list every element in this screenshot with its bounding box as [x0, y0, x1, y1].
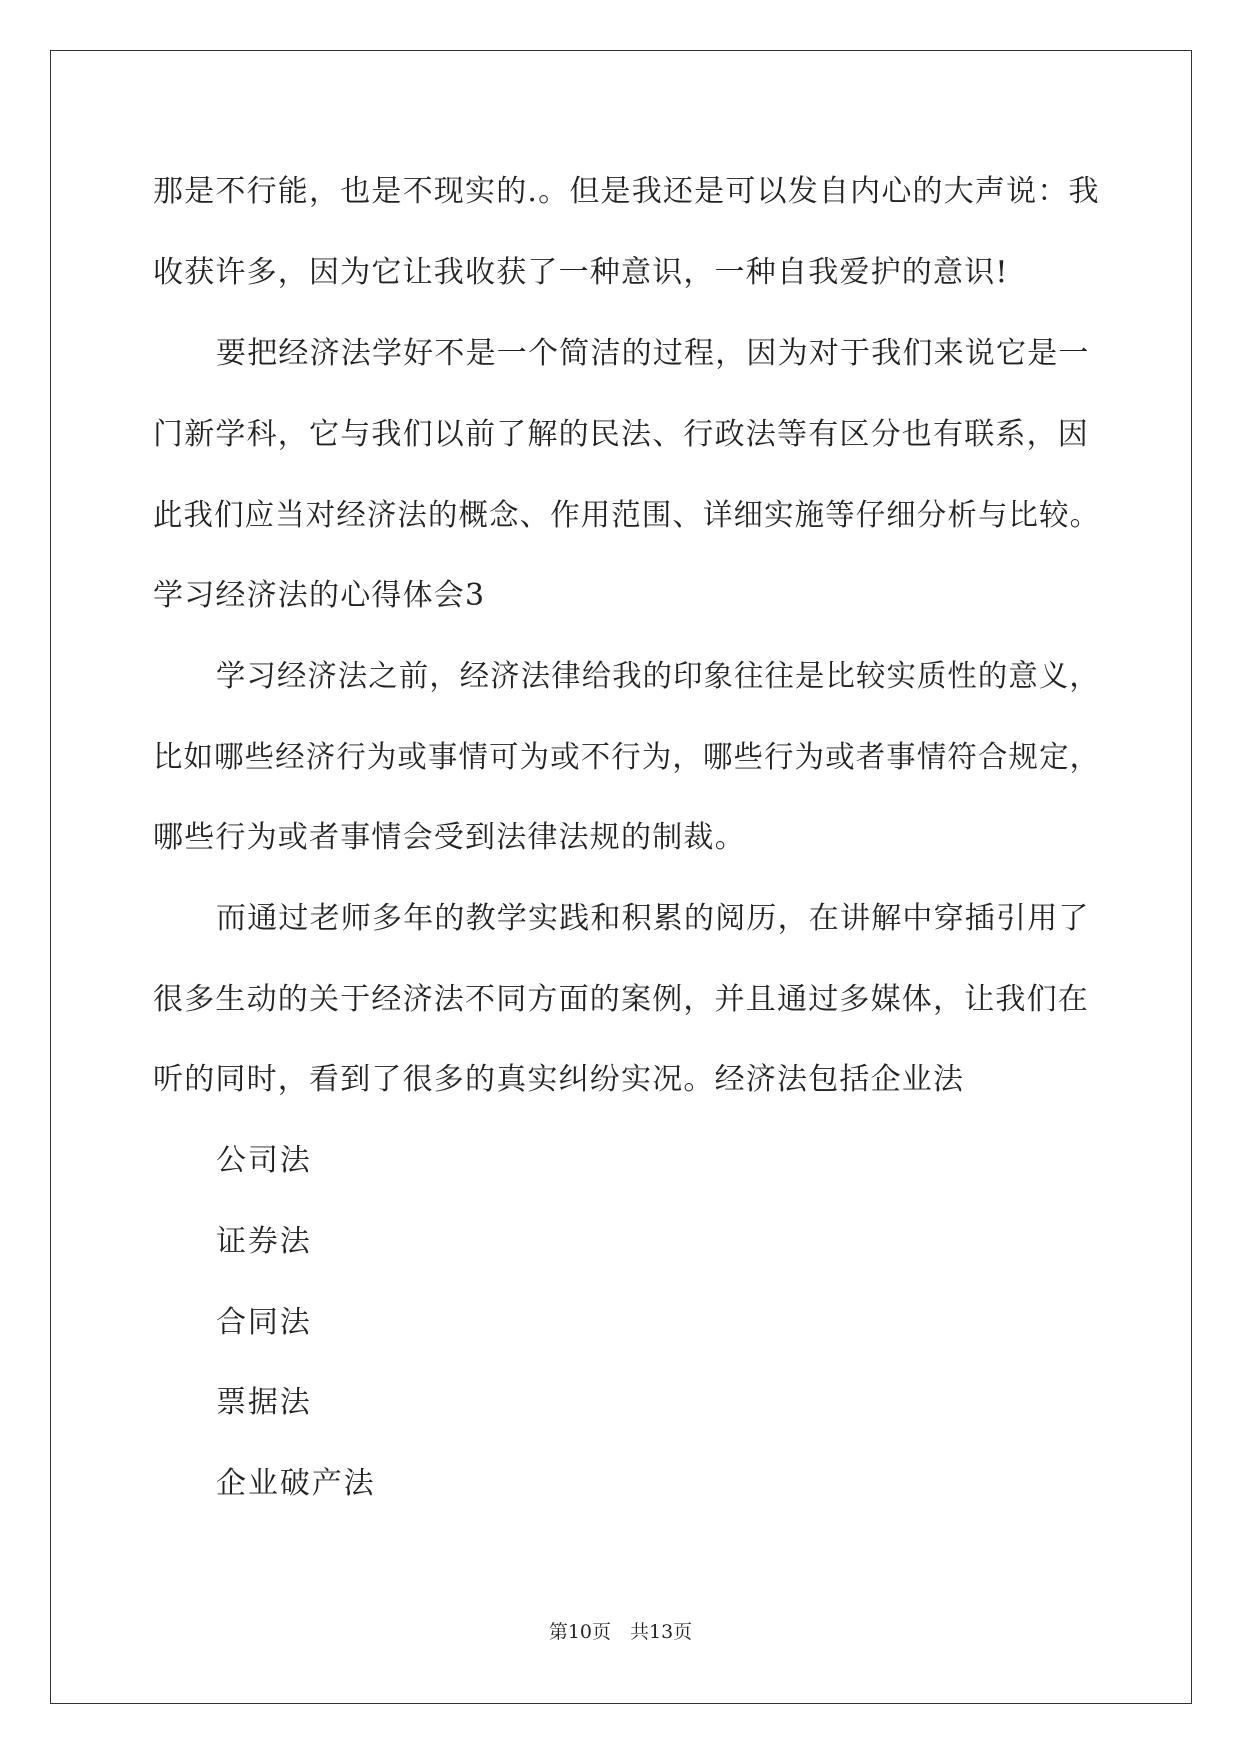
text-line: 收获许多，因为它让我收获了一种意识，一种自我爱护的意识!	[153, 255, 1009, 290]
list-item: 公司法	[216, 1143, 312, 1178]
text-line: 此我们应当对经济法的概念、作用范围、详细实施等仔细分析与比较。	[153, 498, 1101, 533]
list-item: 合同法	[216, 1305, 312, 1340]
paragraph-start: 要把经济法学好不是一个简洁的过程，因为对于我们来说它是一	[216, 336, 1090, 371]
text-line: 门新学科，它与我们以前了解的民法、行政法等有区分也有联系，因	[153, 417, 1089, 452]
list-item: 企业破产法	[216, 1466, 376, 1501]
text-line: 很多生动的关于经济法不同方面的案例，并且通过多媒体，让我们在	[153, 982, 1089, 1017]
paragraph-start: 学习经济法之前，经济法律给我的印象往往是比较实质性的意义，	[216, 659, 1100, 694]
text-line: 哪些行为或者事情会受到法律法规的制裁。	[153, 820, 746, 855]
list-item: 证券法	[216, 1224, 312, 1259]
text-line: 比如哪些经济行为或事情可为或不行为，哪些行为或者事情符合规定，	[153, 740, 1101, 775]
section-heading: 学习经济法的心得体会3	[153, 578, 486, 613]
list-item: 票据法	[216, 1385, 312, 1420]
paragraph-start: 而通过老师多年的教学实践和积累的阅历，在讲解中穿插引用了	[216, 901, 1090, 936]
text-line: 听的同时，看到了很多的真实纠纷实况。经济法包括企业法	[153, 1062, 965, 1097]
page-border	[50, 50, 1192, 1704]
page-number-footer: 第10页 共13页	[548, 1621, 693, 1643]
text-line: 那是不行能，也是不现实的.。但是我还是可以发自内心的大声说：我	[153, 174, 1100, 209]
